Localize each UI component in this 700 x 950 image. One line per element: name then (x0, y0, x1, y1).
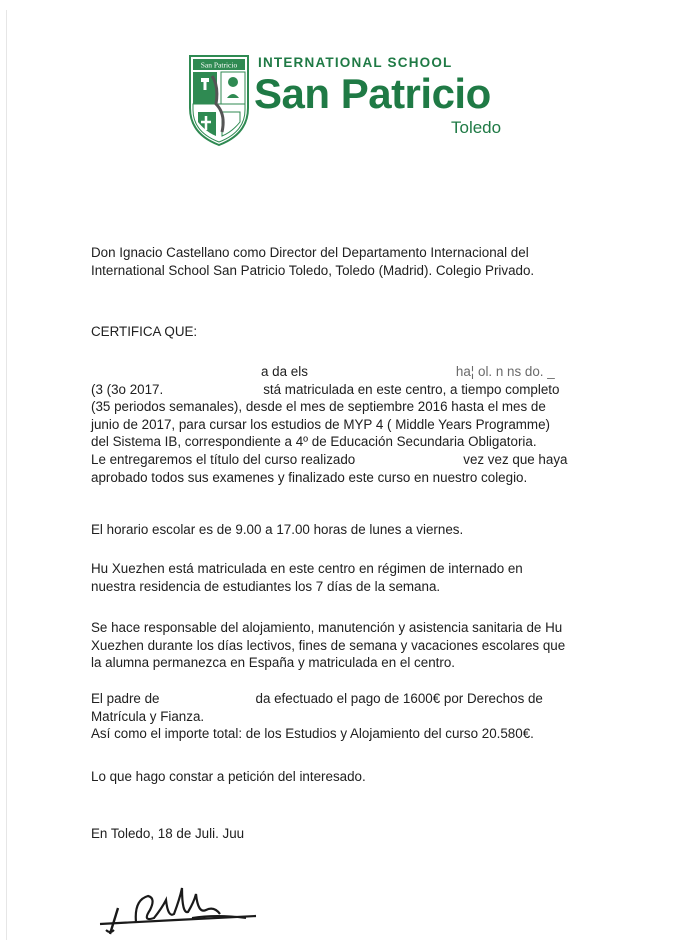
intro-paragraph (91, 244, 611, 279)
school-subtitle: INTERNATIONAL SCHOOL (258, 55, 453, 70)
payment-line-2: Matrícula y Fianza. (91, 708, 205, 724)
responsibility-paragraph (91, 619, 611, 672)
certifica-heading: CERTIFICA QUE: (91, 324, 198, 339)
payment-line-3: Así como el importe total: de los Estudios y Alojamiento del curso 20.580€. (91, 726, 534, 742)
enrollment-line-6b: vez vez que haya (463, 451, 568, 467)
redacted-text (308, 366, 456, 378)
responsibility-line-2: Xuezhen durante los días lectivos, fines de semana y vacaciones escolares que (91, 637, 566, 653)
intro-line-1: Don Ignacio Castellano como Director del Departamento Internacional del (91, 245, 529, 260)
page-edge (6, 10, 7, 940)
enrollment-line-2 (91, 381, 611, 399)
enrollment-paragraph (91, 363, 611, 486)
boarding-line-2: nuestra residencia de estudiantes los 7 días de la semana. (91, 578, 441, 594)
redacted-name (160, 693, 256, 705)
enrollment-line-6 (91, 451, 611, 469)
payment-paragraph (91, 690, 611, 743)
date-text: En Toledo, 18 de Juli. Juu (91, 826, 245, 841)
school-city: Toledo (451, 118, 502, 137)
schedule-paragraph: El horario escolar es de 9.00 a 17.00 horas de lunes a viernes. (91, 522, 464, 537)
date-line (91, 825, 611, 843)
payment-line-1a: El padre de (91, 691, 160, 706)
enrollment-line-2b: stá matriculada en este centro, a tiempo completo (263, 381, 560, 397)
payment-line-1b: da efectuado el pago de 1600€ por Derechos de (255, 691, 543, 706)
enrollment-line-5: del Sistema IB, correspondiente a 4º de Educación Secundaria Obligatoria. (91, 434, 537, 450)
redacted-name (91, 366, 261, 378)
enrollment-line-1 (91, 363, 611, 381)
responsibility-line-1: Se hace responsable del alojamiento, manutención y asistencia sanitaria de Hu (91, 620, 563, 635)
enrollment-line-1b: ha¦ ol. n ns do. _ (455, 364, 555, 379)
intro-line-2: International School San Patricio Toledo, Toledo (Madrid). Colegio Privado. (91, 262, 535, 278)
enrollment-line-6a: Le entregaremos el título del curso realizado (91, 451, 356, 467)
school-name: San Patricio (254, 70, 491, 117)
crest-text: San Patricio (200, 60, 238, 70)
enrollment-line-3: (35 periodos semanales), desde el mes de septiembre 2016 hasta el mes de (91, 399, 546, 415)
enrollment-line-7: aprobado todos sus examenes y finalizado este curso en nuestro colegio. (91, 469, 528, 485)
responsibility-line-3: la alumna permanezca en España y matriculada en el centro. (91, 655, 455, 671)
boarding-line-1: Hu Xuezhen está matriculada en este centro en régimen de internado en (91, 561, 523, 576)
boarding-paragraph (91, 560, 611, 595)
enrollment-line-2a: (3 (3o 2017. (91, 381, 164, 397)
payment-line-1 (91, 690, 611, 708)
enrollment-line-1a: a da els (261, 364, 308, 379)
redacted-text (355, 454, 463, 466)
redacted-text (163, 384, 263, 396)
enrollment-line-4: junio de 2017, para cursar los estudios de MYP 4 ( Middle Years Programme) (91, 416, 550, 432)
closing-paragraph: Lo que hago constar a petición del interesado. (91, 769, 366, 784)
school-crest-icon (186, 52, 252, 148)
handwritten-signature (96, 878, 266, 938)
